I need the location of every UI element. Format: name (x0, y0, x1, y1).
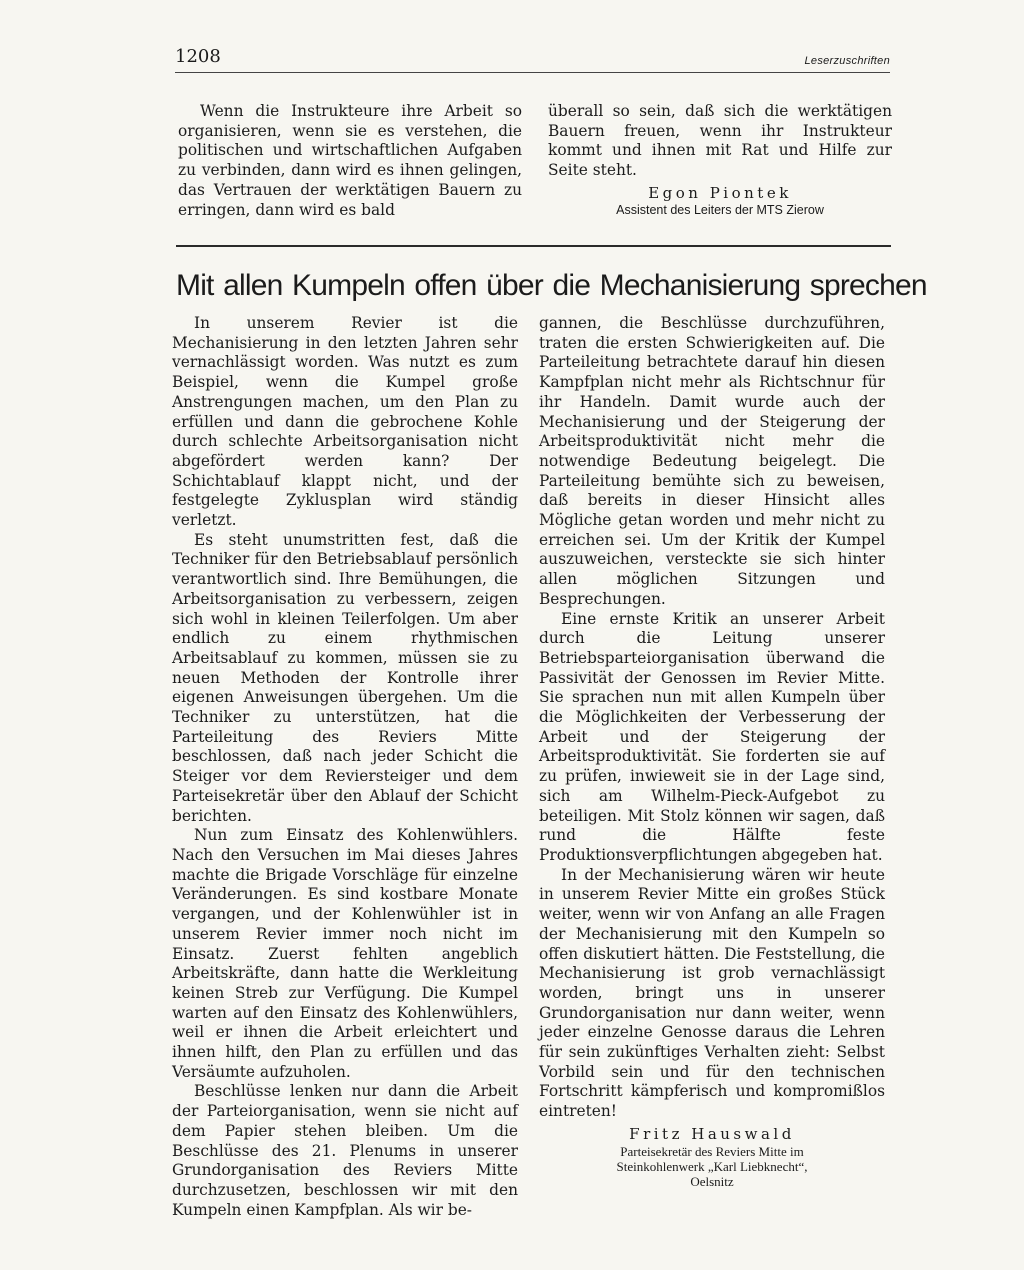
page-number: 1208 (175, 46, 221, 67)
article-paragraph: Nun zum Einsatz des Kohlenwühlers. Nach den Versuchen im Mai dieses Jahres machte die Brigade Vorschläge für einzelne Veränderungen. Es sind kostbare Monate vergangen, und der Kohlenwühler ist in unserem Revier immer noch nicht im Einsatz. Zuerst fehlten angeblich Arbeitskräfte, dann hatte die Werkleitung keinen Streb zur Verfügung. Die Kumpel warten auf den Einsatz des Kohlenwühlers, weil er ihnen die Arbeit erleichtert und ihnen hilft, den Plan zu erfüllen und das Versäumte aufzuholen. (172, 826, 518, 1081)
article-signature-name: Fritz Hauswald (629, 1124, 795, 1143)
page-header (175, 46, 890, 73)
article-paragraph: Es steht unumstritten fest, daß die Techniker für den Betriebsablauf persönlich verantwortlich sind. Ihre Bemühungen, die Arbeitsorganisation zu verbessern, zeigen sich wohl in kleinen Teilerfolgen. Um aber endlich zu einem rhythmischen Arbeitsablauf zu kommen, müssen sie zu neuen Methoden der Kontrolle ihrer eigenen Anweisungen übergehen. Um die Techniker zu unterstützen, hat die Parteileitung des Reviers Mitte beschlossen, daß nach jeder Schicht die Steiger vor dem Reviersteiger und dem Parteisekretär über den Ablauf der Schicht berichten. (172, 530, 518, 825)
previous-letter-signature-role: Assistent des Leiters der MTS Zierow (616, 202, 824, 217)
previous-letter-paragraph: Wenn die Instrukteure ihre Arbeit so organisieren, wenn sie es verstehen, die politischen und wirtschaftlichen Aufgaben zu verbinden, dann wird es ihnen gelingen, das Vertrauen der werktätigen Bauern zu erringen, dann wird es bald (178, 102, 522, 219)
article-paragraph: In unserem Revier ist die Mechanisierung in den letzten Jahren sehr vernachlässigt worden. Was nutzt es zum Beispiel, wenn die Kumpel große Anstrengungen machen, um den Plan zu erfüllen und dann die gebrochene Kohle durch schlechte Arbeitsorganisation nicht abgefördert werden kann? Der Schichtablauf klappt nicht, und der festgelegte Zyklusplan wird ständig verletzt. (172, 314, 518, 530)
article-headline: Mit allen Kumpeln offen über die Mechanisierung sprechen (176, 269, 927, 302)
previous-letter-right-column (548, 102, 892, 218)
section-label: Leserzuschriften (804, 55, 890, 67)
section-divider (176, 245, 891, 247)
article-signature-role: Steinkohlenwerk „Karl Liebknecht“, (616, 1158, 808, 1174)
article-paragraph: Eine ernste Kritik an unserer Arbeit durch die Leitung unserer Betriebsparteiorganisation überwand die Passivität der Genossen im Revier Mitte. Sie sprachen nun mit allen Kumpeln über die Möglichkeiten der Verbesserung der Arbeit und der Steigerung der Arbeitsproduktivität. Sie forderten sie auf zu prüfen, inwieweit sie in der Lage sind, sich am Wilhelm-Pieck-Aufgebot zu beteiligen. Mit Stolz können wir sagen, daß rund die Hälfte feste Produktionsverpflichtungen abgegeben hat. (539, 609, 885, 864)
article-paragraph: In der Mechanisierung wären wir heute in unserem Revier Mitte ein großes Stück weiter, wenn wir von Anfang an alle Fragen der Mechanisierung mit den Kumpeln so offen diskutiert hätten. Die Feststellung, die Mechanisierung ist grob vernachlässigt worden, bringt uns in unserer Grundorganisation nur dann weiter, wenn jeder einzelne Genosse daraus die Lehren für sein zukünftiges Verhalten zieht: Selbst Vorbild sein und für den technischen Fortschritt kämpferisch und kompromißlos eintreten! (539, 865, 885, 1121)
previous-letter-left-column (178, 102, 522, 220)
article-left-column (172, 314, 518, 1220)
article-paragraph: Beschlüsse lenken nur dann die Arbeit der Parteiorganisation, wenn sie nicht auf dem Papier stehen bleiben. Um die Beschlüsse des 21. Plenums in unserer Grundorganisation des Reviers Mitte durchzusetzen, beschlossen wir mit den Kumpeln einen Kampfplan. Als wir be- (172, 1082, 518, 1219)
article-signature-role: Oelsnitz (690, 1173, 734, 1189)
article-paragraph-continued: gannen, die Beschlüsse durchzuführen, traten die ersten Schwierigkeiten auf. Die Parteileitung betrachtete darauf hin diesen Kampfplan nicht mehr als Richtschnur für ihr Handeln. Damit wurde auch der Mechanisierung und der Steigerung der Arbeitsproduktivität nicht mehr die notwendige Bedeutung beigelegt. Die Parteileitung bemühte sich zu beweisen, daß bereits in dieser Hinsicht alles Mögliche getan worden und mehr nicht zu erreichen sei. Um der Kritik der Kumpel auszuweichen, versteckte sie sich hinter allen möglichen Sitzungen und Besprechungen. (539, 314, 885, 608)
previous-letter-paragraph-continued: überall so sein, daß sich die werktätigen Bauern freuen, wenn ihr Instrukteur kommt und ihnen mit Rat und Hilfe zur Seite steht. (548, 102, 892, 180)
previous-letter-signature-name: Egon Piontek (648, 183, 792, 202)
article-signature-role: Parteisekretär des Reviers Mitte im (620, 1143, 804, 1159)
article-right-column (539, 314, 885, 1189)
